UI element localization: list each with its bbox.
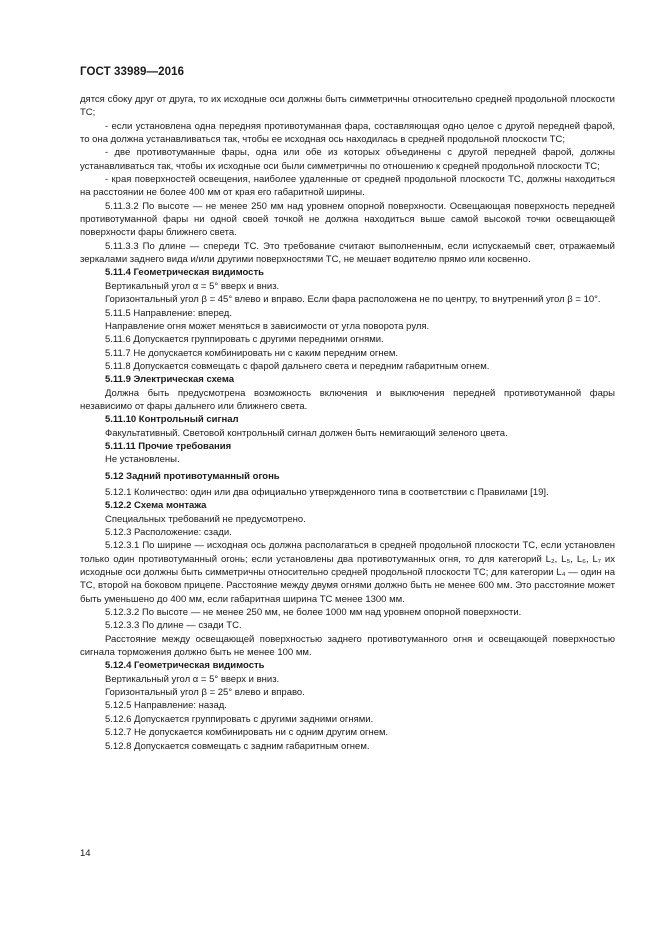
paragraph: 5.12.3.3 По длине — сзади ТС. <box>105 620 242 632</box>
section-heading: 5.11.11 Прочие требования <box>105 440 232 452</box>
paragraph: 5.12.3 Расположение: сзади. <box>105 527 232 538</box>
paragraph: Должна быть предусмотрена возможность включения и выключения передней противотуманной фары независимо от фары дальнего или ближнего света. <box>80 387 615 412</box>
list-item: - две противотуманные фары, одна или обе из которых объединены с другой передней фарой, должны устанавливаться так, чтобы их исходные оси были симметричны по отношению к средней продольной плоскости ТС; <box>80 147 615 172</box>
paragraph: Факультативный. Световой контрольный сигнал должен быть немигающий зеленого цвета. <box>105 427 508 439</box>
paragraph: Не установлены. <box>105 454 180 466</box>
paragraph: 5.11.7 Не допускается комбинировать ни с каким передним огнем. <box>105 347 399 359</box>
section-heading: 5.11.9 Электрическая схема <box>105 374 235 386</box>
paragraph: Вертикальный угол α = 5° вверх и вниз. <box>105 280 280 292</box>
paragraph: 5.11.3.3 По длине — спереди ТС. Это требование считают выполненным, если испускаемый свет, отражаемый зеркалами заднего вида и/или другими поверхностями ТС, не мешает водителю прямо или косвенно. <box>80 240 615 266</box>
paragraph: Вертикальный угол α = 5° вверх и вниз. <box>105 673 280 685</box>
paragraph: Расстояние между освещающей поверхностью заднего противотуманного огня и освещающей поверхностью сигнала торможения должно быть не менее 100 мм. <box>80 633 615 659</box>
paragraph: 5.11.3.2 По высоте — не менее 250 мм над уровнем опорной поверхности. Освещающая поверхность передней противотуманной фары ни одной своей точкой не должна находиться выше самой высокой точки освещающей поверхности фары ближнего света. <box>80 200 615 239</box>
paragraph: 5.12.6 Допускается группировать с другими задними огнями. <box>105 713 374 725</box>
section-heading: 5.12 Задний противотуманный огонь <box>105 470 280 482</box>
paragraph: 5.11.5 Направление: вперед. <box>105 307 232 319</box>
paragraph: Направление огня может меняться в зависимости от угла поворота руля. <box>105 320 430 332</box>
section-heading: 5.11.4 Геометрическая видимость <box>105 267 264 279</box>
section-heading: 5.12.4 Геометрическая видимость <box>105 660 265 672</box>
paragraph: 5.12.7 Не допускается комбинировать ни с одним другим огнем. <box>105 727 389 739</box>
paragraph: 5.11.8 Допускается совмещать с фарой дальнего света и передним габаритным огнем. <box>105 360 490 372</box>
document-body <box>80 93 615 753</box>
paragraph: 5.11.6 Допускается группировать с другими передними огнями. <box>105 334 384 346</box>
paragraph: 5.12.3.1 По ширине — исходная ось должна располагаться в средней продольной плоскости ТС, если установлен только один противотуманный огонь; если установлены два противотуманных огня, то для категорий L₂, L₅, L₆, L₇ их исходные оси должны быть симметричны относительно средней продольной плоскости ТС; для категории L₄ — один на ТС, второй на боковом прицепе. Расстояние между двумя огнями должно быть не менее 600 мм. Это расстояние может быть уменьшено до 400 мм, если габаритная ширина ТС менее 1300 мм. <box>80 540 615 605</box>
paragraph: 5.12.5 Направление: назад. <box>105 700 227 712</box>
paragraph: Горизонтальный угол β = 25° влево и вправо. <box>105 687 305 699</box>
section-heading: 5.11.10 Контрольный сигнал <box>105 414 239 426</box>
paragraph-continuation: дятся сбоку друг от друга, то их исходные оси должны быть симметричны относительно средней продольной плоскости ТС; <box>80 94 615 119</box>
list-item: - если установлена одна передняя противотуманная фара, составляющая одно целое с другой передней фарой, то она должна устанавливаться так, чтобы ее исходная ось находилась в средней продольной плоскости ТС; <box>80 120 615 146</box>
section-heading: 5.12.2 Схема монтажа <box>105 500 207 512</box>
paragraph: 5.12.3.2 По высоте — не менее 250 мм, не более 1000 мм над уровнем опорной поверхности. <box>105 607 522 619</box>
paragraph: 5.12.1 Количество: один или два официально утвержденного типа в соответствии с Правилами [19]. <box>105 486 549 498</box>
page-number: 14 <box>80 848 91 859</box>
paragraph: 5.12.8 Допускается совмещать с задним габаритным огнем. <box>105 740 370 752</box>
paragraph: Горизонтальный угол β = 45° влево и вправо. Если фара расположена не по центру, то внутренний угол β = 10°. <box>105 294 601 306</box>
paragraph: Специальных требований не предусмотрено. <box>105 513 306 525</box>
document-header: ГОСТ 33989—2016 <box>80 66 185 78</box>
list-item: - края поверхностей освещения, наиболее удаленные от средней продольной плоскости ТС, должны находиться на расстоянии не более 400 мм от края его габаритной ширины. <box>80 174 615 199</box>
